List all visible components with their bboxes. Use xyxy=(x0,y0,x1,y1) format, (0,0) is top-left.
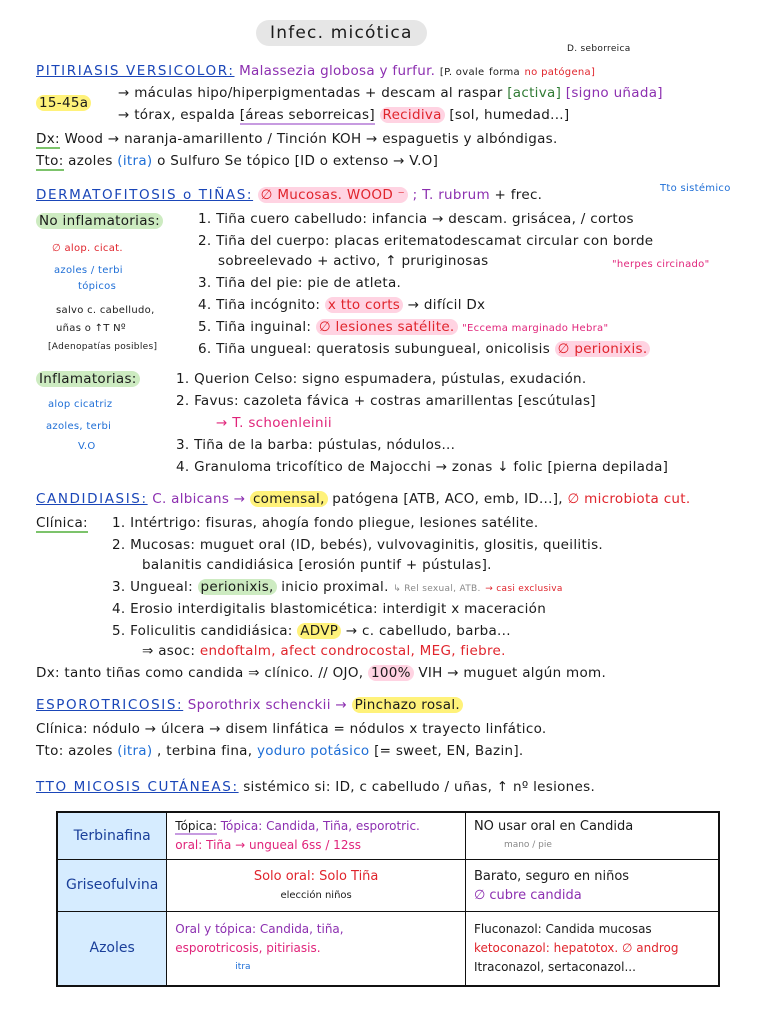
drug-use: Solo oral: Solo Tiña elección niños xyxy=(167,860,466,912)
pitiriasis-line xyxy=(36,62,595,82)
table-row xyxy=(57,860,719,912)
vo: V.O xyxy=(78,441,96,452)
candid-clinica: Clínica: xyxy=(36,515,88,531)
drug-name: Terbinafina xyxy=(57,812,167,860)
candid-5: 5. Foliculitis candidiásica: ADVP → c. cabelludo, barba... xyxy=(112,623,511,639)
tinea-6: 6. Tiña ungueal: queratosis subungueal, onicolisis ∅ perionixis. xyxy=(198,340,650,358)
esporo-tto: Tto: azoles (itra) , terbina fina, yoduro potásico [= sweet, EN, Bazin]. xyxy=(36,743,524,759)
infl-2: 2. Favus: cazoleta fávica + costras amarillentas [escútulas] xyxy=(176,393,596,409)
drug-use: Tópica: Tópica: Candida, Tiña, esporotric. oral: Tiña → ungueal 6ss / 12ss xyxy=(167,812,466,860)
drug-note: Barato, seguro en niños ∅ cubre candida xyxy=(465,860,719,912)
tinea-2: 2. Tiña del cuerpo: placas eritematodescamat circular con borde xyxy=(198,233,654,249)
treatment-table xyxy=(56,811,720,987)
ovale: [P. ovale xyxy=(439,67,485,78)
drug-name: Griseofulvina xyxy=(57,860,167,912)
herpes-circinado: "herpes circinado" xyxy=(612,259,710,270)
tto-micosis-line: TTO MICOSIS CUTÁNEAS: sistémico si: ID, c cabelludo / uñas, ↑ nº lesiones. xyxy=(36,779,596,795)
age-badge: 15-45a xyxy=(36,94,91,112)
drug-name: Azoles xyxy=(57,912,167,986)
malassezia: Malassezia globosa y furfur. xyxy=(239,63,436,79)
candid-3: 3. Ungueal: perionixis, inicio proximal. ↳ Rel sexual, ATB. → casi exclusiva xyxy=(112,579,563,595)
tinea-3: 3. Tiña del pie: pie de atleta. xyxy=(198,275,402,291)
topicos: tópicos xyxy=(78,281,117,292)
adenopatias: [Adenopatías posibles] xyxy=(48,342,158,352)
alop-cicatriz: alop cicatriz xyxy=(48,399,113,410)
esporo-line: ESPOROTRICOSIS: Sporothrix schenckii → Pinchazo rosal. xyxy=(36,696,463,714)
alop-note: ∅ alop. cicat. xyxy=(52,243,123,254)
infl-1: 1. Querion Celso: signo espumadera, pústulas, exudación. xyxy=(176,371,587,387)
schoenleinii: → T. schoenleinii xyxy=(216,415,332,431)
table-row xyxy=(57,812,719,860)
drug-note: Fluconazol: Candida mucosas ketoconazol: hepatotox. ∅ androg Itraconazol, sertaconazol... xyxy=(465,912,719,986)
forma: forma xyxy=(489,67,520,78)
pitiriasis-tto: Tto: azoles (itra) o Sulfuro Se tópico [ID o extenso → V.O] xyxy=(36,153,439,169)
pitiriasis-l2: → tórax, espalda [áreas seborreicas] Recidiva [sol, humedad...] xyxy=(118,107,570,123)
azoles-terbi: azoles / terbi xyxy=(54,265,123,276)
infl-4: 4. Granuloma tricofítico de Majocchi → zonas ↓ folic [pierna depilada] xyxy=(176,459,669,475)
drug-use: Oral y tópica: Candida, tiña, esporotricosis, pitiriasis. itra xyxy=(167,912,466,986)
tinea-1: 1. Tiña cuero cabelludo: infancia → descam. grisácea, / cortos xyxy=(198,211,634,227)
table-row xyxy=(57,912,719,986)
azoles-terbi-2: azoles, terbi xyxy=(46,421,112,432)
page-title: Infec. micótica xyxy=(256,20,427,46)
esporo-clinica: Clínica: nódulo → úlcera → disem linfática = nódulos x trayecto linfático. xyxy=(36,721,547,737)
tinea-2b: sobreelevado + activo, ↑ pruriginosas xyxy=(218,253,489,269)
inflam-label: Inflamatorias: xyxy=(36,370,140,388)
no-inflam-label: No inflamatorias: xyxy=(36,212,163,230)
candidiasis-line: CANDIDIASIS: C. albicans → comensal, patógena [ATB, ACO, emb, ID...], ∅ microbiota cut. xyxy=(36,491,691,507)
candid-5b: ⇒ asoc: endoftalm, afect condrocostal, MEG, fiebre. xyxy=(142,643,506,659)
candid-2b: balanitis candidiásica [erosión puntif + pústulas]. xyxy=(142,557,492,573)
candid-1: 1. Intértrigo: fisuras, ahogía fondo pliegue, lesiones satélite. xyxy=(112,515,539,531)
tinea-5: 5. Tiña inguinal: ∅ lesiones satélite. "Eccema marginado Hebra" xyxy=(198,319,609,335)
candid-2: 2. Mucosas: muguet oral (ID, bebés), vulvovaginitis, glositis, queilitis. xyxy=(112,537,604,553)
tinea-4: 4. Tiña incógnito: x tto corts → difícil Dx xyxy=(198,297,486,313)
pitiriasis-heading: PITIRIASIS VERSICOLOR: xyxy=(36,63,235,79)
candid-4: 4. Erosio interdigitalis blastomicética: interdigit x maceración xyxy=(112,601,547,617)
tto-sistemico-note: Tto sistémico xyxy=(660,183,731,194)
pitiriasis-dx: Dx: Wood → naranja-amarillento / Tinción KOH → espaguetis y albóndigas. xyxy=(36,131,558,147)
no-patogena: no patógena] xyxy=(524,67,596,78)
drug-note: NO usar oral en Candida mano / pie xyxy=(465,812,719,860)
seborreica-note: D. seborreica xyxy=(567,44,631,54)
salvo-1: salvo c. cabelludo, xyxy=(56,305,155,316)
candid-dx: Dx: tanto tiñas como candida ⇒ clínico. // OJO, 100% VIH → muguet algún mom. xyxy=(36,665,607,681)
pitiriasis-l1: → máculas hipo/hiperpigmentadas + descam al raspar [activa] [signo uñada] xyxy=(118,85,663,101)
infl-3: 3. Tiña de la barba: pústulas, nódulos... xyxy=(176,437,456,453)
salvo-2: uñas o ↑T Nº xyxy=(56,323,126,334)
dermato-line: DERMATOFITOSIS o TIÑAS: ∅ Mucosas. WOOD ⁻ ; T. rubrum + frec. xyxy=(36,187,543,203)
